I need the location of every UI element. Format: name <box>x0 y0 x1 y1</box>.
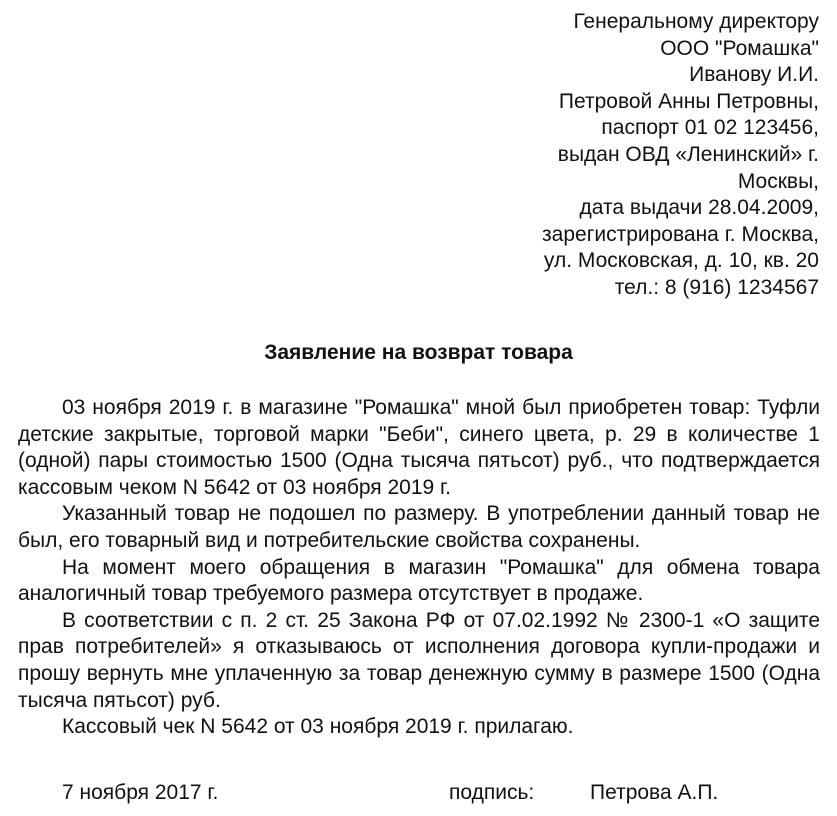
document-title: Заявление на возврат товара <box>264 341 573 364</box>
addressee-line: Генеральному директору <box>573 10 819 33</box>
body-paragraph: Указанный товар не подошел по размеру. В употреблении данный товар не был, его товарный вид и потребительские свойства сохранены. <box>18 502 820 552</box>
addressee-line: выдан ОВД «Ленинский» г. <box>557 142 819 166</box>
addressee-line: дата выдачи 28.04.2009, <box>579 196 819 220</box>
signature-row <box>0 780 837 808</box>
addressee-line: паспорт 01 02 123456, <box>601 116 819 140</box>
addressee-line: зарегистрирована г. Москва, <box>542 222 819 246</box>
signature-label: подпись: <box>449 781 535 804</box>
body-paragraph: 03 ноября 2019 г. в магазине "Ромашка" мной был приобретен товар: Туфли детские закрытые, торговой марки "Беби", синего цвета, р. 29 в количестве 1 (одной) пары стоимостью 1500 (Одна тысяча пятьсот) руб., что подтверждается кассовым чеком N 5642 от 03 ноября 2019 г. <box>18 396 820 499</box>
addressee-line: ООО "Ромашка" <box>660 36 819 60</box>
addressee-line: тел.: 8 (916) 1234567 <box>614 275 819 299</box>
addressee-line: Петровой Анны Петровны, <box>558 89 819 113</box>
addressee-line: ул. Московская, д. 10, кв. 20 <box>543 249 819 273</box>
addressee-line: Иванову И.И. <box>689 63 819 87</box>
addressee-block <box>542 9 819 302</box>
body-paragraph: На момент моего обращения в магазин "Ромашка" для обмена товара аналогичный товар требуемого размера отсутствует в продаже. <box>18 555 820 606</box>
body-paragraph: В соответствии с п. 2 ст. 25 Закона РФ от 07.02.1992 № 2300-1 «О защите прав потребителей» я отказываюсь от исполнения договора купли-продажи и прошу вернуть мне уплаченную за товар денежную сумму в размере 1500 (Одна тысяча пятьсот) руб. <box>18 608 820 712</box>
body-paragraph: Кассовый чек N 5642 от 03 ноября 2019 г. прилагаю. <box>62 715 574 739</box>
signature-date: 7 ноября 2017 г. <box>62 781 219 804</box>
document-body <box>18 395 820 741</box>
addressee-line: Москвы, <box>737 169 819 193</box>
signer-name: Петрова А.П. <box>590 781 719 804</box>
